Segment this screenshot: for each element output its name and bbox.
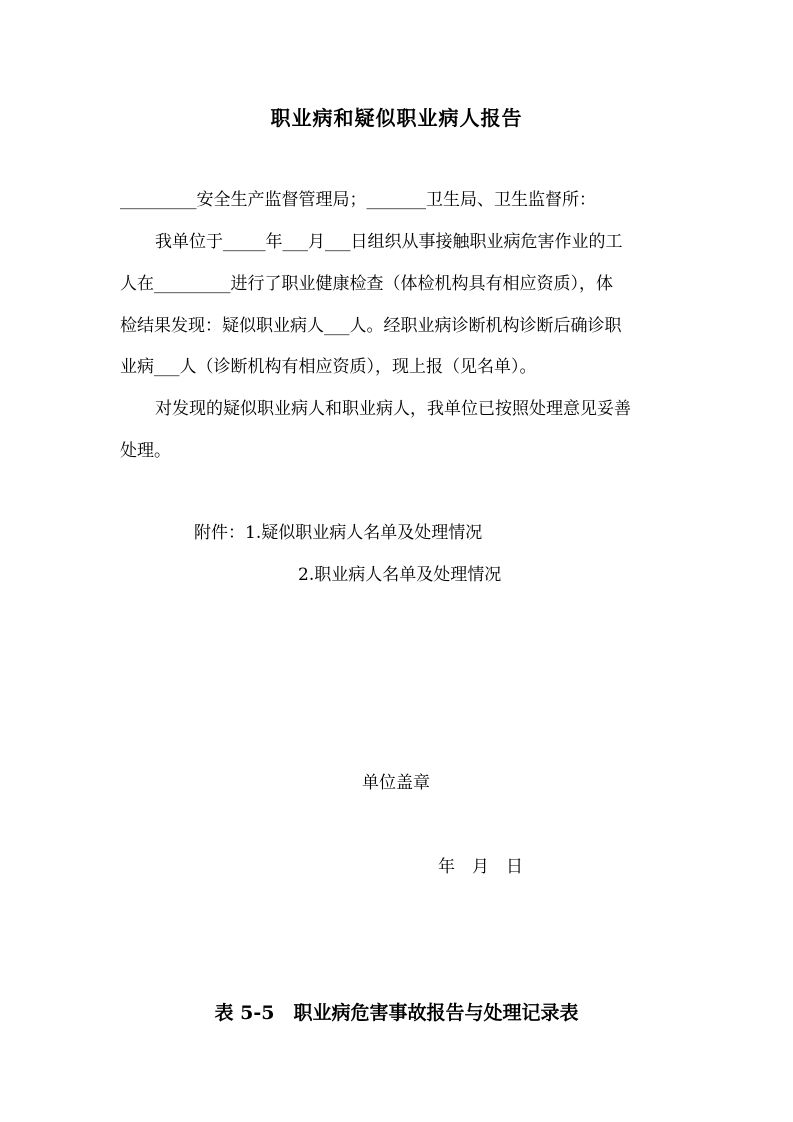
paragraph-1-line-2: 人在_________进行了职业健康检查（体检机构具有相应资质），体	[120, 274, 613, 294]
addressee-line: _________安全生产监督管理局；_______卫生局、卫生监督所：	[120, 190, 596, 210]
paragraph-2-line-2: 处理。	[120, 441, 171, 461]
unit-seal: 单位盖章	[362, 773, 430, 793]
table-title: 表 5-5 职业病危害事故报告与处理记录表	[214, 1002, 579, 1024]
paragraph-1-line-4: 业病___人（诊断机构有相应资质），现上报（见名单）。	[120, 357, 537, 377]
paragraph-1-line-1: 我单位于_____年___月___日组织从事接触职业病危害作业的工	[155, 232, 623, 252]
attachment-2: 2.职业病人名单及处理情况	[298, 565, 502, 585]
report-title: 职业病和疑似职业病人报告	[270, 106, 523, 130]
attachment-1: 附件：1.疑似职业病人名单及处理情况	[194, 523, 483, 543]
paragraph-2-line-1: 对发现的疑似职业病人和职业病人，我单位已按照处理意见妥善	[155, 399, 631, 419]
paragraph-1-line-3: 检结果发现：疑似职业病人___人。经职业病诊断机构诊断后确诊职	[120, 316, 622, 336]
report-date: 年 月 日	[438, 857, 523, 877]
